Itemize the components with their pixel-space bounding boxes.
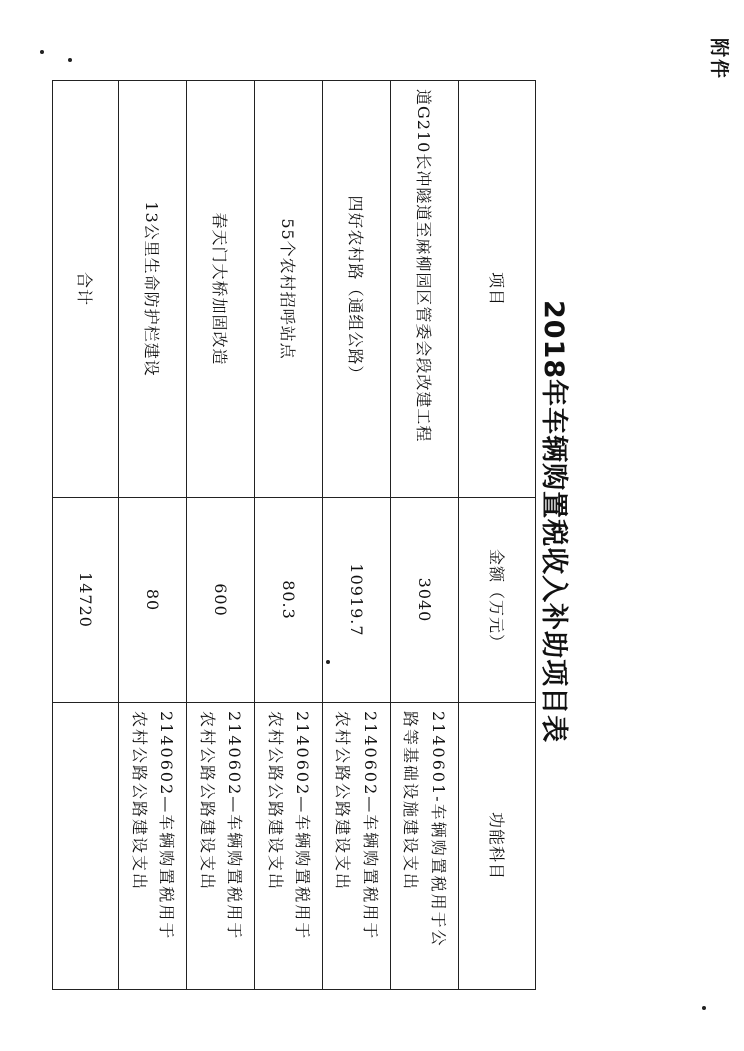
function-line: 2140602—车辆购置税用于: [360, 711, 380, 941]
page-title: 2018年车辆购置税收入补助项目表: [538, 300, 569, 744]
function-line: 农村公路公路建设支出: [265, 711, 285, 892]
project-cell: 春天门大桥加固改造: [187, 81, 255, 498]
table-header-row: [459, 81, 536, 990]
function-line: 2140601-车辆购置税用于公: [428, 711, 448, 948]
function-line: 农村公路公路建设支出: [129, 711, 149, 892]
table-row: [323, 81, 391, 990]
function-line: 2140602—车辆购置税用于: [224, 711, 244, 941]
function-cell: [255, 703, 323, 990]
table-row: [390, 81, 458, 990]
function-line: 路等基础设施建设支出: [401, 711, 421, 892]
header-project: 项目: [459, 81, 536, 498]
total-amount-cell: 14720: [53, 498, 119, 703]
scan-speck: [326, 660, 330, 664]
total-function-cell: [53, 703, 119, 990]
function-cell: [323, 703, 391, 990]
project-cell: 道G210长冲隧道至麻柳园区管委会段改建工程: [390, 81, 458, 498]
total-label-cell: 合计: [53, 81, 119, 498]
scan-speck: [702, 1006, 706, 1010]
function-line: 农村公路公路建设支出: [333, 711, 353, 892]
amount-cell: 80.3: [255, 498, 323, 703]
subsidy-project-table: [52, 80, 536, 990]
function-line: 农村公路公路建设支出: [197, 711, 217, 892]
scan-speck: [68, 58, 72, 62]
function-cell: [119, 703, 187, 990]
header-amount: 金额（万元）: [459, 498, 536, 703]
amount-cell: 3040: [390, 498, 458, 703]
project-cell: 13公里生命防护栏建设: [119, 81, 187, 498]
project-cell: 四好农村路（通组公路）: [323, 81, 391, 498]
amount-cell: 80: [119, 498, 187, 703]
project-cell: 55个农村招呼站点: [255, 81, 323, 498]
table-row: [119, 81, 187, 990]
table-total-row: [53, 81, 119, 990]
function-line: 2140602—车辆购置税用于: [156, 711, 176, 941]
function-line: 2140602—车辆购置税用于: [292, 711, 312, 941]
function-cell: [390, 703, 458, 990]
table-row: [187, 81, 255, 990]
header-function: 功能科目: [459, 703, 536, 990]
scan-speck: [40, 50, 44, 54]
table-row: [255, 81, 323, 990]
annex-label: 附件: [708, 38, 730, 81]
function-cell: [187, 703, 255, 990]
amount-cell: 600: [187, 498, 255, 703]
amount-cell: 10919.7: [323, 498, 391, 703]
